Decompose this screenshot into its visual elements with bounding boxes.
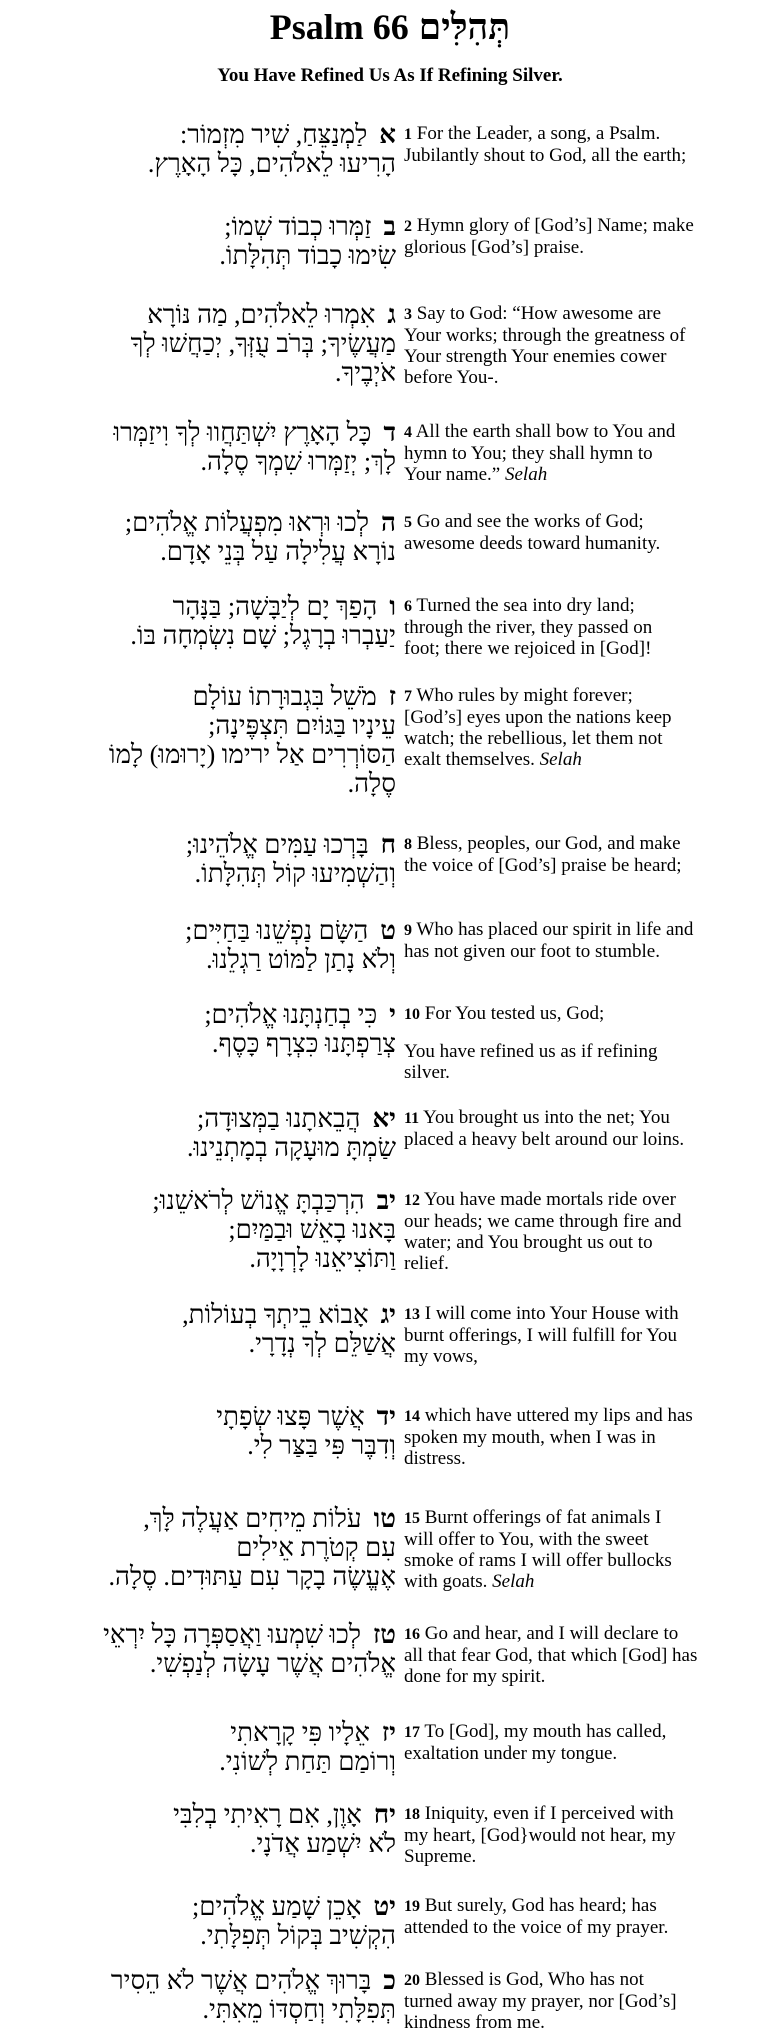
english-line: 5 Go and see the works of God; — [404, 511, 644, 532]
english-line: exaltation under my tongue. — [404, 1743, 618, 1764]
english-line: You have refined us as if refining — [404, 1041, 658, 1062]
hebrew-line: וַתּוֹצִיאֵנוּ לָרְוָיָה. — [249, 1244, 396, 1273]
verse-number: 6 — [404, 598, 412, 615]
hebrew-line: טהַשָּׂם נַפְשֵׁנוּ בַּחַיִּים; — [185, 916, 396, 945]
selah-label: Selah — [539, 749, 582, 770]
verse-english — [404, 685, 778, 770]
english-line: 13 I will come into Your House with — [404, 1303, 679, 1324]
hebrew-line: נוֹרָא עֲלִילָה עַל בְּנֵי אָדָם. — [160, 537, 396, 566]
verse-number: 18 — [404, 1806, 420, 1823]
english-line: 17 To [God], my mouth has called, — [404, 1721, 667, 1742]
english-line: placed a heavy belt around our loins. — [404, 1129, 685, 1150]
verse-english — [404, 833, 778, 876]
hebrew-line: גאִמְרוּ לֵאלֹהִים, מַה נּוֹרָא — [147, 300, 396, 329]
verse-hebrew — [4, 1104, 396, 1162]
verse-english — [404, 1721, 778, 1764]
verse-hebrew — [4, 592, 396, 650]
title-english: Psalm 66 — [269, 7, 409, 47]
verse-number: 3 — [404, 306, 412, 323]
verse-hebrew — [4, 1800, 396, 1858]
english-line: 11 You brought us into the net; You — [404, 1107, 670, 1128]
hebrew-line: כבָּרוּךְ אֱלֹהִים אֲשֶׁר לֹא הֵסִיר — [110, 1966, 396, 1995]
verse-number: 10 — [404, 1006, 420, 1023]
hebrew-line: טועֹלוֹת מֵיחִים אַעֲלֶה לָּךְ, — [143, 1504, 396, 1533]
english-line: has not given our foot to stumble. — [404, 941, 660, 962]
hebrew-line: אֲשַׁלֵּם לְךָ נְדָרָי. — [248, 1329, 396, 1358]
verse-number: 11 — [404, 1110, 420, 1127]
hebrew-line: בָּאנוּ בָאֵשׁ וּבַמַּיִם; — [228, 1215, 396, 1244]
hebrew-line: עֵינָיו בַּגּוֹיִם תִּצְפֶּינָה; — [208, 711, 396, 740]
english-line: 20 Blessed is God, Who has not — [404, 1969, 644, 1990]
verse-number-hebrew: יח — [373, 1800, 396, 1829]
hebrew-line: לָךְ; יְזַמְּרוּ שִׁמְךָ סֶלָה. — [200, 447, 396, 476]
english-line: 19 But surely, God has heard; has — [404, 1895, 657, 1916]
verse-number-hebrew: ח — [380, 830, 396, 859]
verse-hebrew — [4, 1966, 396, 2024]
english-line: turned away my prayer, nor [God’s] — [404, 1991, 677, 2012]
hebrew-line: יאהֲבֵאתָנוּ בַמְּצוּדָה; — [197, 1104, 396, 1133]
english-line: with goats. Selah — [404, 1571, 535, 1592]
verse-number: 4 — [404, 424, 412, 441]
verse-english — [404, 1507, 778, 1592]
verse-english — [404, 595, 778, 659]
verse-hebrew — [4, 830, 396, 888]
verse-number-hebrew: ב — [383, 212, 396, 241]
verse-hebrew — [4, 916, 396, 974]
verse-hebrew — [4, 1402, 396, 1460]
verse-english — [404, 421, 778, 485]
english-line: [God’s] eyes upon the nations keep — [404, 707, 672, 728]
verse-english — [404, 1189, 778, 1274]
verse-number-hebrew: יז — [381, 1718, 396, 1747]
verse-number: 16 — [404, 1626, 420, 1643]
english-line: silver. — [404, 1062, 450, 1083]
verse-english — [404, 1107, 778, 1150]
verse-number-hebrew: ד — [383, 418, 396, 447]
english-line: all that fear God, that which [God] has — [404, 1645, 698, 1666]
english-line: awesome deeds toward humanity. — [404, 533, 661, 554]
verse-english — [404, 215, 778, 258]
english-line: 10 For You tested us, God; — [404, 1003, 605, 1024]
hebrew-line: ידאֲשֶׁר פָּצוּ שְׂפָתָי — [216, 1402, 396, 1431]
hebrew-line: שִׂימוּ כָבוֹד תְּהִלָּתוֹ. — [219, 241, 396, 270]
verse-number: 20 — [404, 1972, 420, 1989]
selah-label: Selah — [504, 464, 548, 485]
verse-hebrew — [4, 508, 396, 566]
verse-hebrew — [4, 682, 396, 798]
hebrew-line: יזאֵלָיו פִּי קָרָאתִי — [230, 1718, 396, 1747]
hebrew-line: תְּפִלָּתִי וְחַסְדּוֹ מֵאִתִּי. — [202, 1995, 396, 2024]
verse-number-hebrew: כ — [383, 1966, 396, 1995]
english-line: our heads; we came through fire and — [404, 1211, 682, 1232]
hebrew-line: עִם קְטֹרֶת אֵילִים — [236, 1533, 396, 1562]
english-line: Your name.” Selah — [404, 464, 548, 485]
hebrew-line: והָפַךְ יָם לְיַבָּשָׁה; בַּנָּהָר — [172, 592, 396, 621]
hebrew-line: הלְכוּ וּרְאוּ מִפְעֲלוֹת אֱלֹהִים; — [124, 508, 396, 537]
hebrew-line: יבהִרְכַּבְתָּ אֱנוֹשׁ לְרֹאשֵׁנוּ; — [152, 1186, 396, 1215]
english-line: foot; there we rejoiced in [God]! — [404, 638, 652, 659]
english-line: will offer to You, with the sweet — [404, 1529, 649, 1550]
verse-number-hebrew: ט — [380, 916, 396, 945]
verse-number-hebrew: יד — [376, 1402, 396, 1431]
english-line: 9 Who has placed our spirit in life and — [404, 919, 694, 940]
hebrew-line: יטאָכֵן שָׁמַע אֱלֹהִים; — [192, 1892, 396, 1921]
english-line: exalt themselves. Selah — [404, 749, 582, 770]
english-line: hymn to You; they shall hymn to — [404, 443, 653, 464]
english-line: 14 which have uttered my lips and has — [404, 1405, 693, 1426]
verse-number-hebrew: יא — [372, 1104, 396, 1133]
verse-hebrew — [4, 120, 396, 178]
verse-number: 8 — [404, 836, 412, 853]
english-line: burnt offerings, I will fulfill for You — [404, 1325, 678, 1346]
verse-number-hebrew: טו — [373, 1504, 396, 1533]
english-line: 2 Hymn glory of [God’s] Name; make — [404, 215, 694, 236]
hebrew-line: לֹא יִשְׁמַע אֲדֹנָי. — [250, 1829, 396, 1858]
english-line: attended to the voice of my prayer. — [404, 1917, 669, 1938]
english-line: Your strength Your enemies cower — [404, 346, 667, 367]
hebrew-line: זמֹשֵׁל בִּגְבוּרָתוֹ עוֹלָם — [192, 682, 396, 711]
verse-number: 2 — [404, 218, 412, 235]
verse-number-hebrew: ו — [389, 592, 396, 621]
verse-number: 7 — [404, 688, 412, 705]
verse-number: 13 — [404, 1306, 420, 1323]
page-title — [0, 2, 780, 52]
english-line: 1 For the Leader, a song, a Psalm. — [404, 123, 661, 144]
verse-number-hebrew: יט — [373, 1892, 396, 1921]
selah-label: Selah — [492, 1571, 535, 1592]
hebrew-line: אֹיְבֶיךָ. — [334, 358, 396, 387]
hebrew-line: יַעַבְרוּ בְרָגֶל; שָׁם נִשְׂמְחָה בּוֹ. — [130, 621, 396, 650]
english-line: spoken my mouth, when I was in — [404, 1427, 656, 1448]
hebrew-line: בזַמְּרוּ כְבוֹד שְׁמוֹ; — [224, 212, 396, 241]
verse-number: 15 — [404, 1510, 420, 1527]
hebrew-line: וְרוֹמַם תַּחַת לְשׁוֹנִי. — [219, 1747, 396, 1776]
title-hebrew: תְּהִלִּים — [418, 7, 511, 47]
verse-number-hebrew: יג — [380, 1300, 396, 1329]
hebrew-line: וְהַשְׁמִיעוּ קוֹל תְּהִלָּתוֹ. — [194, 859, 396, 888]
verse-english — [404, 1803, 778, 1867]
verse-english — [404, 1003, 778, 1083]
verse-number: 1 — [404, 126, 412, 143]
verse-number: 9 — [404, 922, 412, 939]
verse-hebrew — [4, 1718, 396, 1776]
hebrew-line: הִקְשִׁיב בְּקוֹל תְּפִלָּתִי. — [200, 1921, 396, 1950]
hebrew-line: מַעֲשֶׂיךָ; בְּרֹב עֻזְּךָ, יְכַחֲשׁוּ לְךָ — [130, 329, 396, 358]
verse-english — [404, 1623, 778, 1687]
hebrew-line: הָרִיעוּ לֵאלֹהִים, כָּל הָאָרֶץ. — [147, 149, 396, 178]
english-line: Supreme. — [404, 1846, 477, 1867]
english-line: 16 Go and hear, and I will declare to — [404, 1623, 679, 1644]
verse-number-hebrew: ה — [381, 508, 396, 537]
verse-hebrew — [4, 1892, 396, 1950]
english-line: 15 Burnt offerings of fat animals I — [404, 1507, 662, 1528]
verse-english — [404, 919, 778, 962]
english-line: done for my spirit. — [404, 1666, 546, 1687]
verse-number-hebrew: י — [389, 1000, 396, 1029]
english-line: smoke of rams I will offer bullocks — [404, 1550, 672, 1571]
english-line: 18 Iniquity, even if I perceived with — [404, 1803, 674, 1824]
english-line: water; and You brought us out to — [404, 1232, 653, 1253]
english-line: before You-. — [404, 367, 499, 388]
hebrew-line: צְרַפְתָּנוּ כִּצְרָף כָּסֶף. — [211, 1029, 396, 1058]
page-subtitle: You Have Refined Us As If Refining Silver. — [217, 65, 563, 86]
hebrew-line: אלַמְנַצֵּחַ, שִׁיר מִזְמוֹר: — [180, 120, 396, 149]
verse-hebrew — [4, 1504, 396, 1591]
hebrew-line: סֶלָה. — [347, 769, 396, 798]
verse-hebrew — [4, 1000, 396, 1058]
verse-number-hebrew: ז — [388, 682, 396, 711]
verse-english — [404, 1303, 778, 1367]
hebrew-line: אֶעֱשֶׂה בָקָר עִם עַתּוּדִים. סֶלָה. — [108, 1562, 396, 1591]
english-line: 8 Bless, peoples, our God, and make — [404, 833, 681, 854]
verse-english — [404, 1969, 778, 2033]
verse-english — [404, 123, 778, 166]
verse-number: 14 — [404, 1408, 420, 1425]
english-line: relief. — [404, 1253, 449, 1274]
hebrew-line: שַׂמְתָּ מוּעָקָה בְמָתְנֵינוּ. — [186, 1133, 396, 1162]
hebrew-line: דכָּל הָאָרֶץ יִשְׁתַּחֲווּ לְךָ וִיזַמְּרוּ — [113, 418, 396, 447]
hebrew-line: וְלֹא נָתַן לַמּוֹט רַגְלֵנוּ. — [206, 945, 396, 974]
verse-hebrew — [4, 418, 396, 476]
verse-hebrew — [4, 1186, 396, 1273]
hebrew-line: יגאָבוֹא בֵיתְךָ בְעוֹלוֹת, — [182, 1300, 396, 1329]
verse-english — [404, 1895, 778, 1938]
verse-hebrew — [4, 300, 396, 387]
english-line: through the river, they passed on — [404, 617, 653, 638]
hebrew-line: הַסּוֹרְרִים אַל ירימו (יָרוּמוּ) לָמוֹ — [108, 740, 396, 769]
verse-english — [404, 511, 778, 554]
verse-number-hebrew: ג — [387, 300, 396, 329]
verse-number: 17 — [404, 1724, 420, 1741]
verse-number-hebrew: א — [379, 120, 396, 149]
english-line: kindness from me. — [404, 2012, 545, 2033]
verse-number-hebrew: יב — [376, 1186, 396, 1215]
english-line: glorious [God’s] praise. — [404, 237, 584, 258]
english-line: 4 All the earth shall bow to You and — [404, 421, 676, 442]
verse-number: 12 — [404, 1192, 420, 1209]
english-line: Jubilantly shout to God, all the earth; — [404, 145, 687, 166]
verse-hebrew — [4, 1300, 396, 1358]
hebrew-line: חבָּרְכוּ עַמִּים אֱלֹהֵינוּ; — [185, 830, 396, 859]
hebrew-line: אֱלֹהִים אֲשֶׁר עָשָׂה לְנַפְשִׁי. — [149, 1649, 396, 1678]
verse-english — [404, 303, 778, 388]
english-line: 7 Who rules by might forever; — [404, 685, 633, 706]
hebrew-line: וְדִבֶּר פִּי בַּצַּר לִי. — [247, 1431, 396, 1460]
verse-english — [404, 1405, 778, 1469]
verse-hebrew — [4, 212, 396, 270]
english-line: my vows, — [404, 1346, 478, 1367]
english-line: distress. — [404, 1448, 466, 1469]
english-line: 3 Say to God: “How awesome are — [404, 303, 662, 324]
verse-number-hebrew: טז — [373, 1620, 396, 1649]
verse-number: 5 — [404, 514, 412, 531]
english-line: 12 You have made mortals ride over — [404, 1189, 676, 1210]
hebrew-line: טזלְכוּ שִׁמְעוּ וַאֲסַפְּרָה כָּל יִרְאֵי — [103, 1620, 396, 1649]
hebrew-line: יחאָוֶן, אִם רָאִיתִי בְלִבִּי — [173, 1800, 396, 1829]
english-line: my heart, [God}would not hear, my — [404, 1825, 676, 1846]
verse-number: 19 — [404, 1898, 420, 1915]
verse-hebrew — [4, 1620, 396, 1678]
english-line: 6 Turned the sea into dry land; — [404, 595, 635, 616]
english-line: watch; the rebellious, let them not — [404, 728, 663, 749]
hebrew-line: יכִּי בְחַנְתָּנוּ אֱלֹהִים; — [204, 1000, 396, 1029]
english-line: the voice of [God’s] praise be heard; — [404, 855, 682, 876]
english-line: Your works; through the greatness of — [404, 325, 686, 346]
